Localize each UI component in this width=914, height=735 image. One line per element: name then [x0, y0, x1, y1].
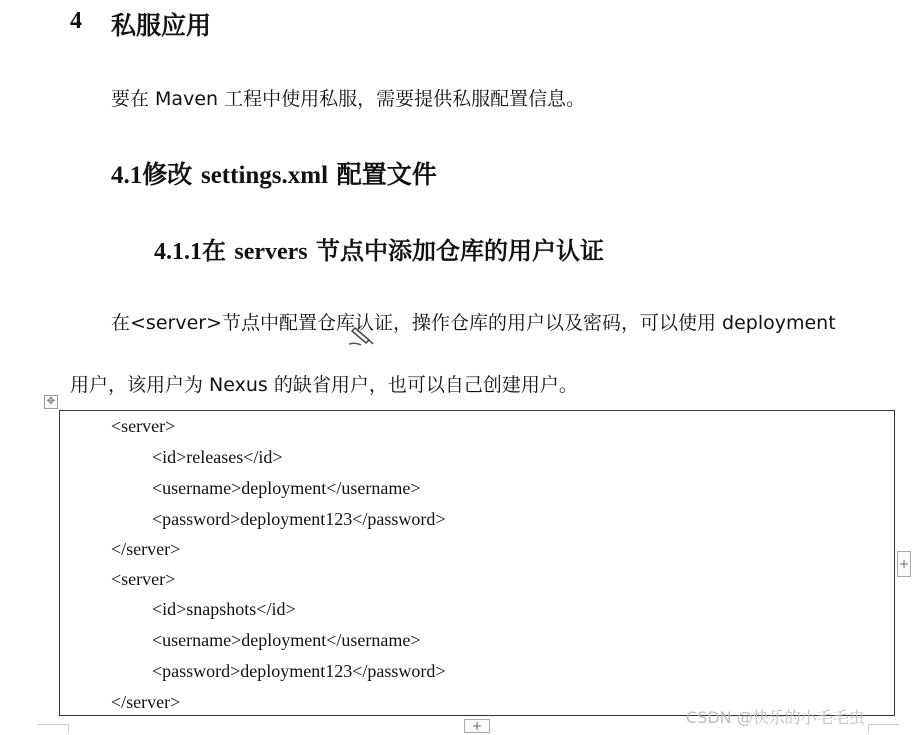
code-line: <server> — [111, 569, 176, 589]
code-line: <id>snapshots</id> — [152, 599, 296, 619]
heading-2 — [111, 155, 437, 191]
add-row-button[interactable]: + — [464, 719, 490, 733]
heading-1-title: 私服应用 — [111, 11, 212, 40]
table-move-handle-icon[interactable]: ✥ — [44, 395, 58, 409]
heading-3-node: servers — [234, 239, 308, 265]
heading-2-filename: settings.xml — [200, 162, 329, 189]
heading-3-text-a: 在 — [202, 237, 235, 265]
code-line: </server> — [111, 692, 181, 712]
code-line: <username>deployment</username> — [152, 478, 421, 498]
page-corner-left — [38, 724, 69, 733]
watermark: CSDN @快乐的小毛毛虫 — [686, 708, 865, 727]
heading-2-text-b: 配置文件 — [328, 160, 437, 189]
add-column-button[interactable]: + — [897, 551, 911, 577]
edit-cursor-icon — [349, 324, 377, 348]
code-block — [59, 410, 895, 716]
heading-2-number: 4.1 — [111, 162, 143, 189]
description-paragraph-line-1: 在<server>节点中配置仓库认证，操作仓库的用户以及密码，可以使用 deployment — [111, 312, 836, 334]
intro-paragraph: 要在 Maven 工程中使用私服，需要提供私服配置信息。 — [111, 88, 586, 110]
heading-1-number: 4 — [70, 8, 82, 34]
heading-3-number: 4.1.1 — [154, 239, 202, 265]
description-paragraph-line-2: 用户，该用户为 Nexus 的缺省用户，也可以自己创建用户。 — [70, 374, 578, 396]
code-line: <id>releases</id> — [152, 447, 283, 467]
code-line: <server> — [111, 416, 176, 436]
code-line: </server> — [111, 539, 181, 559]
code-line: <password>deployment123</password> — [152, 509, 446, 529]
page-corner-right — [868, 724, 899, 733]
code-line: <password>deployment123</password> — [152, 661, 446, 681]
heading-3-text-b: 节点中添加仓库的用户认证 — [307, 237, 605, 265]
heading-3 — [154, 231, 604, 266]
code-line: <username>deployment</username> — [152, 630, 421, 650]
heading-2-text-a: 修改 — [142, 160, 201, 189]
